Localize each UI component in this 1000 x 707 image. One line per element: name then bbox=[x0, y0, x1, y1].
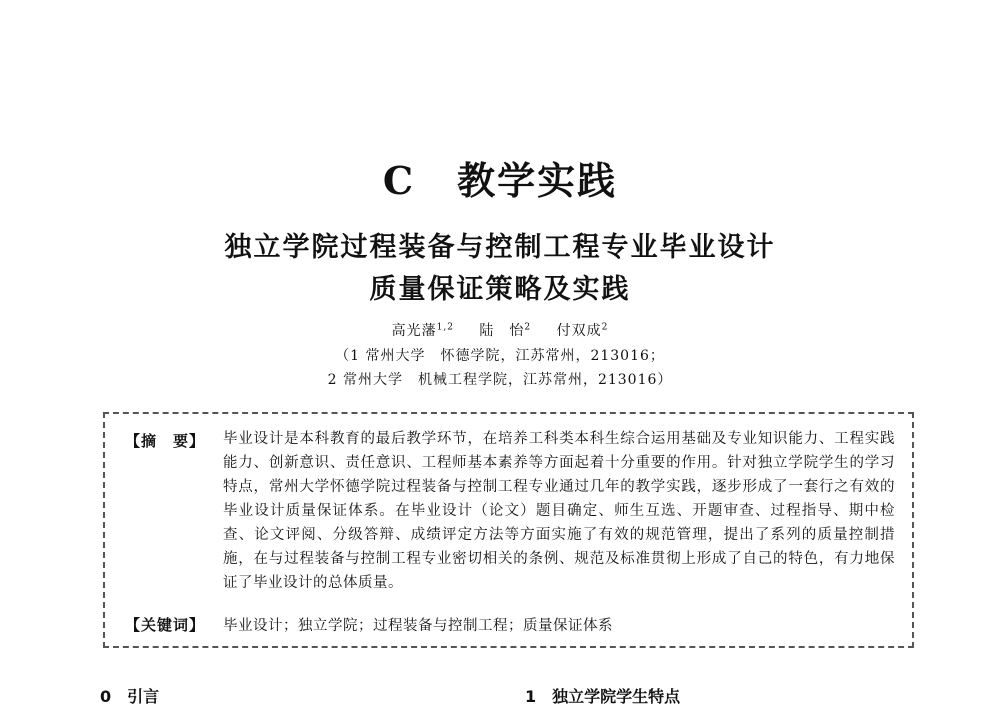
affiliation-line1: （1 常州大学 怀德学院，江苏常州，213016； bbox=[335, 348, 665, 364]
author bbox=[557, 323, 609, 339]
paper-title-line2: 质量保证策略及实践 bbox=[369, 274, 631, 305]
author-name: 高光藩 bbox=[391, 323, 437, 339]
author-affil-mark: 2 bbox=[524, 322, 532, 333]
section-title: 教学实践 bbox=[457, 158, 618, 203]
author-name: 陆 怡 bbox=[479, 323, 525, 339]
author-list bbox=[0, 320, 1000, 340]
affiliation-line2: 2 常州大学 机械工程学院，江苏常州，213016） bbox=[327, 372, 673, 388]
author bbox=[479, 323, 531, 339]
author-affil-mark: 1,2 bbox=[436, 322, 454, 333]
author bbox=[392, 323, 454, 339]
section-heading-student-characteristics: 1 独立学院学生特点 bbox=[525, 687, 681, 706]
section-heading bbox=[0, 150, 1000, 205]
keywords-text: 毕业设计；独立学院；过程装备与控制工程；质量保证体系 bbox=[223, 618, 613, 634]
paper-title-line1: 独立学院过程装备与控制工程专业毕业设计 bbox=[224, 232, 776, 263]
abstract-box bbox=[103, 412, 914, 648]
author-affil-mark: 2 bbox=[601, 322, 609, 333]
abstract-text: 毕业设计是本科教育的最后教学环节，在培养工科类本科生综合运用基础及专业知识能力、工程实践能力、创新意识、责任意识、工程师基本素养等方面起着十分重要的作用。针对独立学院学生的学习特点，常州大学怀德学院过程装备与控制工程专业通过几年的教学实践，逐步形成了一套行之有效的毕业设计质量保证体系。在毕业设计（论文）题目确定、师生互选、开题审查、过程指导、期中检查、论文评阅、分级答辩、成绩评定方法等方面实施了有效的规范管理，提出了系列的质量控制措施，在与过程装备与控制工程专业密切相关的条例、规范及标准贯彻上形成了自己的特色，有力地保证了毕业设计的总体质量。 bbox=[223, 431, 895, 591]
abstract-label: 【摘 要】 bbox=[125, 432, 206, 450]
author-name: 付双成 bbox=[556, 323, 602, 339]
section-heading-introduction: 0 引言 bbox=[100, 687, 160, 706]
keywords-label: 【关键词】 bbox=[125, 616, 206, 634]
section-letter: C bbox=[382, 158, 416, 203]
